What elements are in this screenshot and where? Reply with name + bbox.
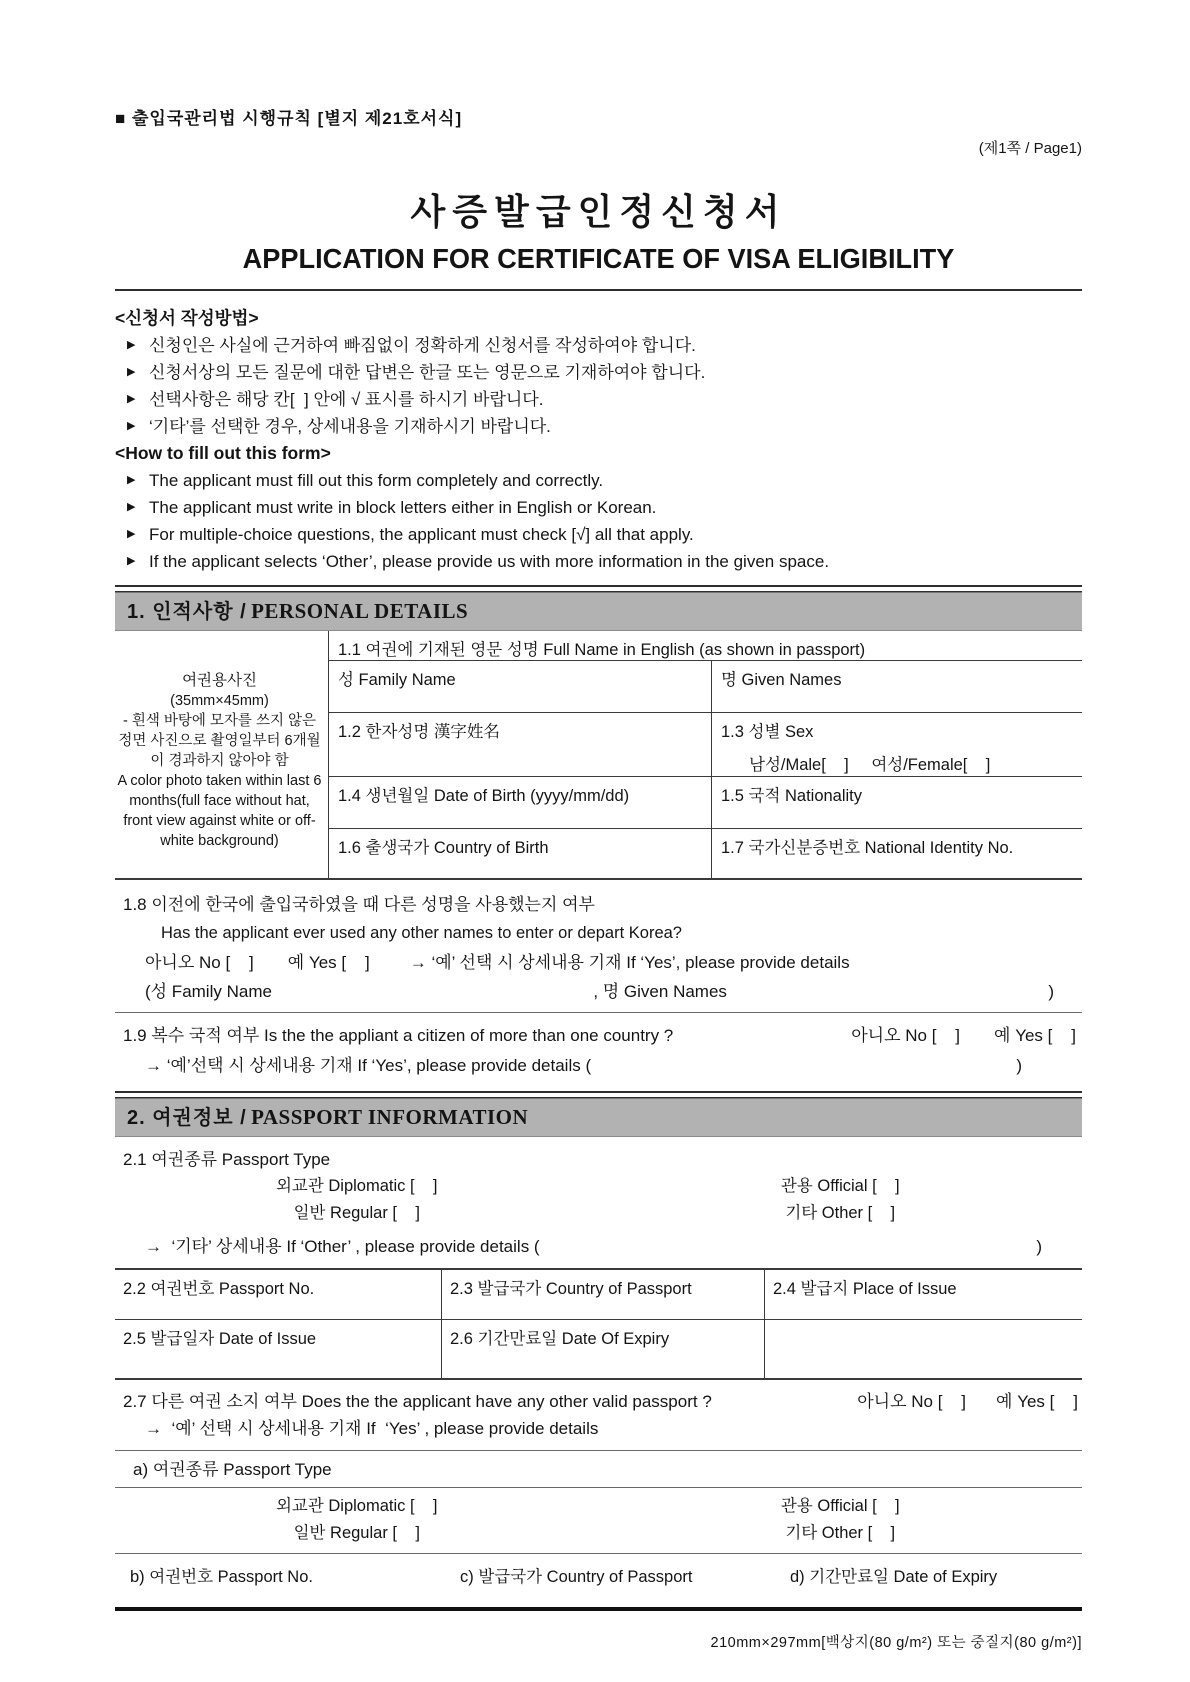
bullet-icon: ▶ xyxy=(127,501,136,513)
field-cell-1-4-date-of-birth[interactable] xyxy=(329,777,712,829)
field-cell-2-4-place-of-issue[interactable] xyxy=(765,1270,1082,1320)
instruction-text: The applicant must write in block letters either in English or Korean. xyxy=(149,498,657,517)
other-family-name-input-area[interactable] xyxy=(272,983,593,997)
close-paren: ) xyxy=(1036,1237,1042,1256)
instructions-block xyxy=(115,291,1082,585)
field-cell-2-3-country-of-passport[interactable] xyxy=(442,1270,765,1320)
field-cell-empty xyxy=(765,1320,1082,1378)
q1-8-yes-checkbox[interactable]: 예 Yes [ ] xyxy=(287,953,370,972)
field-label-2-3: 2.3 발급국가 Country of Passport xyxy=(450,1280,692,1298)
sub-d-label: d) 기간만료일 Date of Expiry xyxy=(790,1568,998,1586)
instruction-text: The applicant must fill out this form completely and correctly. xyxy=(149,471,604,490)
question-2-1 xyxy=(115,1137,1082,1260)
q1-9-detail-input-area[interactable] xyxy=(591,1057,1016,1071)
paper-spec-note: 210mm×297mm[백상지(80 g/m²) 또는 중질지(80 g/m²)] xyxy=(710,1635,1082,1651)
instructions-heading-kr: <신청서 작성방법> xyxy=(115,308,259,328)
instruction-item xyxy=(115,359,1082,386)
bullet-icon: ▶ xyxy=(127,393,136,405)
field-label-1-4: 1.4 생년월일 Date of Birth (yyyy/mm/dd) xyxy=(338,787,630,805)
field-label-1-5: 1.5 국적 Nationality xyxy=(721,787,863,805)
form-title-english: APPLICATION FOR CERTIFICATE OF VISA ELIGIBILITY xyxy=(242,243,955,274)
personal-details-table xyxy=(115,631,1082,880)
field-cell-d-date-of-expiry[interactable] xyxy=(775,1563,1082,1587)
bullet-icon: ▶ xyxy=(127,420,136,432)
bullet-icon: ▶ xyxy=(127,474,136,486)
section-2-title-kr: 2. 여권정보 / xyxy=(127,1107,247,1129)
section-1-header xyxy=(115,592,1082,631)
family-name-label: 성 Family Name xyxy=(338,671,456,689)
field-label-1-3: 1.3 성별 Sex xyxy=(721,723,814,741)
section-2-title-en: PASSPORT INFORMATION xyxy=(251,1105,529,1129)
field-cell-1-3-sex[interactable] xyxy=(712,713,1082,777)
instructions-heading-en: <How to fill out this form> xyxy=(115,443,331,463)
q1-8-no-checkbox[interactable]: 아니오 No [ ] xyxy=(145,953,254,972)
photo-size: (35mm×45mm) xyxy=(170,693,269,709)
sub-b-label: b) 여권번호 Passport No. xyxy=(130,1568,313,1586)
passport-other-detail-note: → ‘기타’ 상세내용 If ‘Other’ , please provide details ( xyxy=(145,1237,540,1256)
other-passport-type-options xyxy=(115,1488,1082,1553)
field-cell-family-name[interactable] xyxy=(329,661,712,713)
field-cell-1-2-hanja-name[interactable] xyxy=(329,713,712,777)
bullet-icon: ▶ xyxy=(127,339,136,351)
field-cell-1-7-national-identity-no[interactable] xyxy=(712,829,1082,878)
section-divider xyxy=(115,1091,1082,1098)
page-bottom-rule xyxy=(115,1607,1082,1611)
q2-7-detail-note: → ‘예’ 선택 시 상세내용 기재 If ‘Yes’ , please provide details xyxy=(145,1419,599,1438)
field-label-2-6: 2.6 기간만료일 Date Of Expiry xyxy=(450,1330,670,1348)
q2-7-yes-checkbox[interactable]: 예 Yes [ ] xyxy=(996,1392,1078,1411)
question-1-8-label-en: Has the applicant ever used any other names to enter or depart Korea? xyxy=(161,924,682,942)
field-cell-1-6-country-of-birth[interactable] xyxy=(329,829,712,878)
field-label-1-2: 1.2 한자성명 漢字姓名 xyxy=(338,723,500,741)
question-1-9 xyxy=(115,1013,1082,1091)
form-title-korean: 사증발급인정신청서 xyxy=(410,191,787,232)
field-cell-c-country-of-passport[interactable] xyxy=(445,1563,775,1587)
passport-type-diplomatic-checkbox[interactable]: 외교관 Diplomatic [ ] xyxy=(275,1177,438,1195)
instruction-text: 신청서상의 모든 질문에 대한 답변은 한글 또는 영문으로 기재하여야 합니다. xyxy=(149,363,706,382)
passport-type-official-checkbox[interactable]: 관용 Official [ ] xyxy=(780,1177,900,1195)
other-given-names-label: , 명 Given Names xyxy=(593,982,727,1001)
instruction-item xyxy=(115,548,1082,575)
other-given-names-input-area[interactable] xyxy=(727,983,1048,997)
q1-9-detail-note: → ‘예’선택 시 상세내용 기재 If ‘Yes’, please provide details ( xyxy=(145,1056,592,1075)
photo-rule-kr: - 흰색 바탕에 모자를 쓰지 않은 정면 사진으로 촬영일부터 6개월이 경과하지 않아야 함 xyxy=(118,713,321,769)
close-paren: ) xyxy=(1016,1056,1022,1075)
photo-rule-en: A color photo taken within last 6 months(full face without hat, front view against white or off-white background) xyxy=(117,773,322,849)
q1-8-detail-note: → ‘예’ 선택 시 상세내용 기재 If ‘Yes’, please provide details xyxy=(409,953,850,972)
passport-other-detail-input-area[interactable] xyxy=(540,1238,1037,1252)
q2-7-no-checkbox[interactable]: 아니오 No [ ] xyxy=(857,1392,967,1411)
other-passport-official-checkbox[interactable]: 관용 Official [ ] xyxy=(780,1497,900,1515)
field-cell-2-5-date-of-issue[interactable] xyxy=(115,1320,442,1378)
question-1-8 xyxy=(115,880,1082,1006)
bullet-icon: ▶ xyxy=(127,366,136,378)
other-passport-other-checkbox[interactable]: 기타 Other [ ] xyxy=(785,1524,896,1542)
section-1-title-en: PERSONAL DETAILS xyxy=(251,599,469,623)
question-2-7-label: 2.7 다른 여권 소지 여부 Does the the applicant have any other valid passport ? xyxy=(123,1392,712,1411)
passport-type-regular-checkbox[interactable]: 일반 Regular [ ] xyxy=(293,1204,420,1222)
instruction-item xyxy=(115,332,1082,359)
bullet-icon: ▶ xyxy=(127,555,136,567)
instruction-text: 선택사항은 해당 칸[ ] 안에 √ 표시를 하시기 바랍니다. xyxy=(149,390,544,409)
sex-male-checkbox[interactable]: 남성/Male[ ] xyxy=(749,756,849,774)
instruction-item xyxy=(115,386,1082,413)
instruction-text: 신청인은 사실에 근거하여 빠짐없이 정확하게 신청서를 작성하여야 합니다. xyxy=(149,336,696,355)
field-cell-2-6-date-of-expiry[interactable] xyxy=(442,1320,765,1378)
field-cell-1-5-nationality[interactable] xyxy=(712,777,1082,829)
q1-9-yes-checkbox[interactable]: 예 Yes [ ] xyxy=(994,1026,1076,1045)
sub-a-label: a) 여권종류 Passport Type xyxy=(133,1460,332,1479)
other-passport-type-label-row xyxy=(115,1451,1082,1487)
sub-c-label: c) 발급국가 Country of Passport xyxy=(460,1568,693,1586)
bullet-icon: ▶ xyxy=(127,528,136,540)
field-label-2-2: 2.2 여권번호 Passport No. xyxy=(123,1280,315,1298)
field-label-2-4: 2.4 발급지 Place of Issue xyxy=(773,1280,957,1298)
other-passport-details-row xyxy=(115,1554,1082,1607)
passport-type-other-checkbox[interactable]: 기타 Other [ ] xyxy=(785,1204,896,1222)
field-label-1-6: 1.6 출생국가 Country of Birth xyxy=(338,839,549,857)
field-label-2-5: 2.5 발급일자 Date of Issue xyxy=(123,1330,317,1348)
other-passport-diplomatic-checkbox[interactable]: 외교관 Diplomatic [ ] xyxy=(275,1497,438,1515)
instruction-text: For multiple-choice questions, the applicant must check [√] all that apply. xyxy=(149,525,694,544)
field-cell-2-2-passport-no[interactable] xyxy=(115,1270,442,1320)
question-1-9-label: 1.9 복수 국적 여부 Is the the appliant a citizen of more than one country ? xyxy=(123,1026,674,1045)
question-2-7 xyxy=(115,1380,1082,1450)
field-label-2-1: 2.1 여권종류 Passport Type xyxy=(123,1150,331,1169)
form-reference: ■ 출입국관리법 시행규칙 [별지 제21호서식] xyxy=(115,109,463,128)
q1-9-no-checkbox[interactable]: 아니오 No [ ] xyxy=(851,1026,961,1045)
section-divider xyxy=(115,585,1082,592)
other-passport-regular-checkbox[interactable]: 일반 Regular [ ] xyxy=(293,1524,420,1542)
instruction-item xyxy=(115,521,1082,548)
section-2-header xyxy=(115,1098,1082,1137)
field-label-1-7: 1.7 국가신분증번호 National Identity No. xyxy=(721,839,1014,857)
photo-guidelines xyxy=(115,631,329,878)
sex-female-checkbox[interactable]: 여성/Female[ ] xyxy=(871,756,991,774)
close-paren: ) xyxy=(1048,982,1054,1001)
instruction-text: If the applicant selects ‘Other’, please provide us with more information in the given space. xyxy=(149,552,830,571)
instruction-item xyxy=(115,494,1082,521)
section-1-title-kr: 1. 인적사항 / xyxy=(127,601,247,623)
field-cell-given-names[interactable] xyxy=(712,661,1082,713)
photo-title: 여권용사진 xyxy=(182,672,257,689)
instruction-item xyxy=(115,413,1082,440)
field-cell-1-1-full-name[interactable] xyxy=(329,631,1082,661)
given-names-label: 명 Given Names xyxy=(721,671,842,689)
field-cell-b-passport-no[interactable] xyxy=(115,1563,445,1587)
field-label-1-1: 1.1 여권에 기재된 영문 성명 Full Name in English (as shown in passport) xyxy=(338,641,866,659)
page-indicator: (제1쪽 / Page1) xyxy=(978,140,1082,157)
question-1-8-label-kr: 1.8 이전에 한국에 출입국하였을 때 다른 성명을 사용했는지 여부 xyxy=(123,895,595,914)
instruction-item xyxy=(115,467,1082,494)
passport-info-table xyxy=(115,1268,1082,1380)
other-family-name-label: (성 Family Name xyxy=(145,982,272,1001)
instruction-text: ‘기타’를 선택한 경우, 상세내용을 기재하시기 바랍니다. xyxy=(149,417,551,436)
